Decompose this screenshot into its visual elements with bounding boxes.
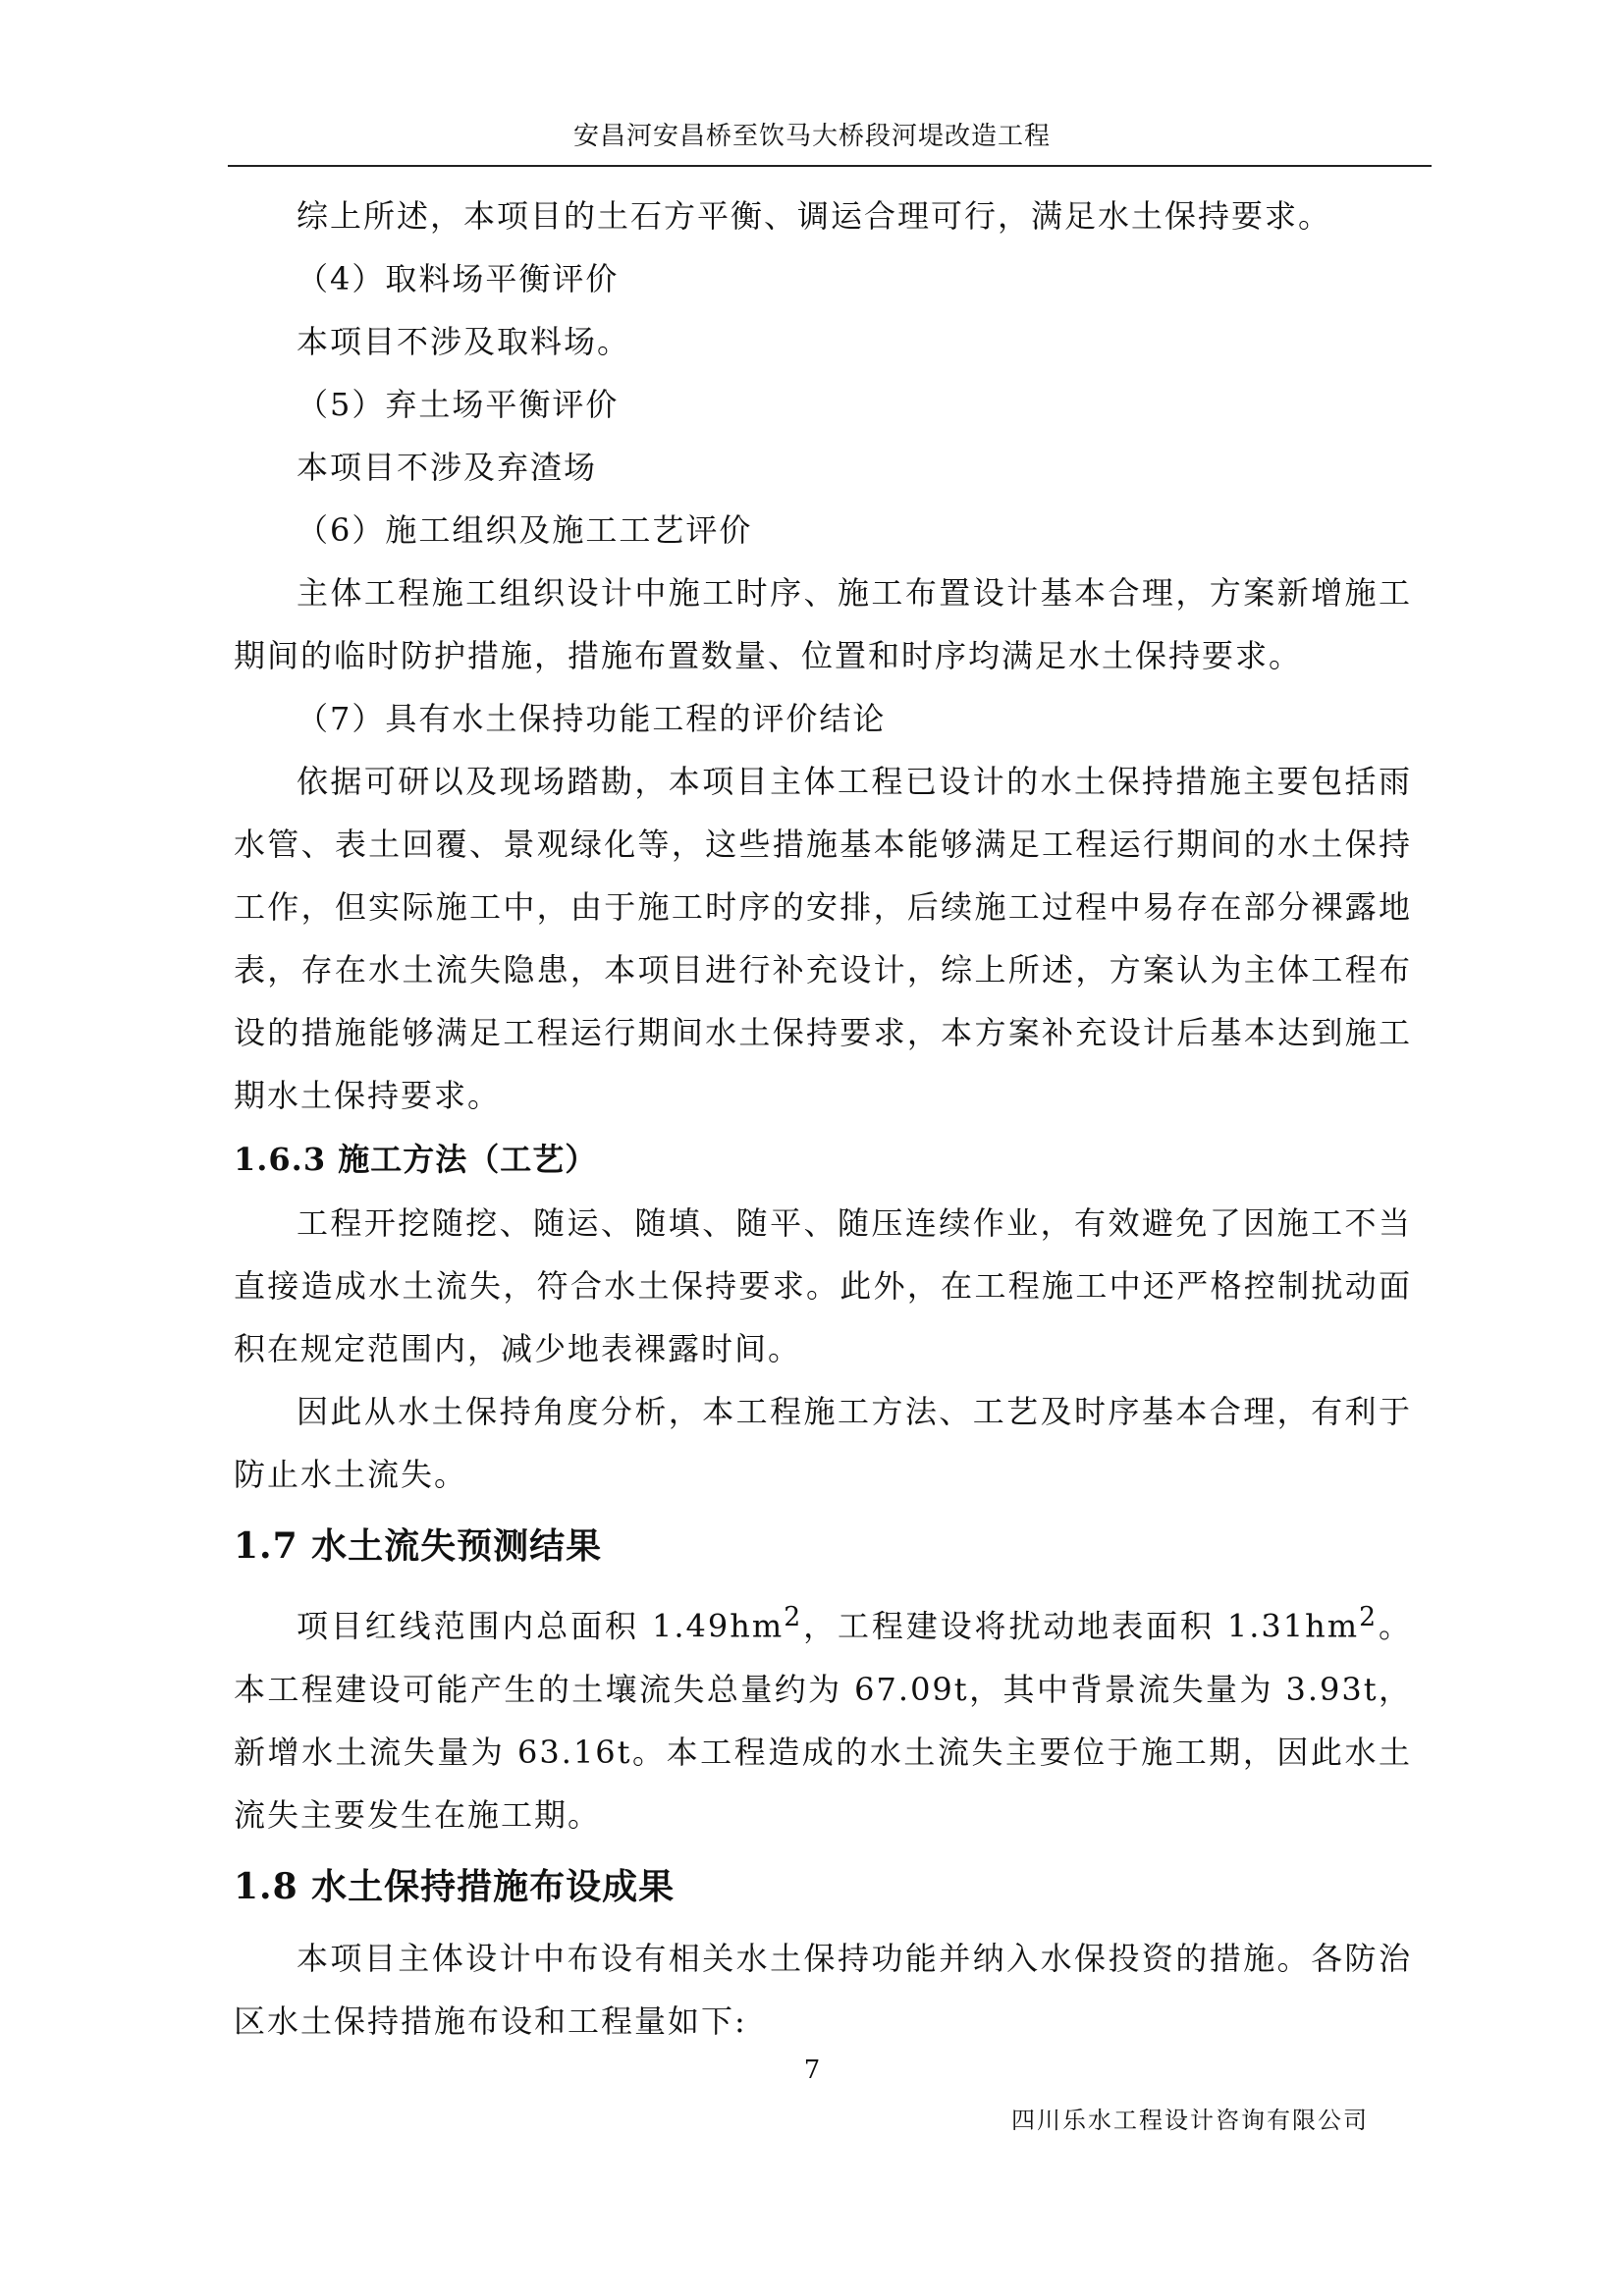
prediction-text-a: 项目红线范围内总面积 1.49hm (297, 1607, 785, 1645)
paragraph-summary: 综上所述，本项目的土石方平衡、调运合理可行，满足水土保持要求。 (297, 197, 1332, 235)
paragraph-construction-analysis: 因此从水土保持角度分析，本工程施工方法、工艺及时序基本合理，有利于防止水土流失。 (234, 1393, 1412, 1493)
paragraph-spoil-area: 本项目不涉及弃渣场 (297, 449, 598, 486)
header-divider (228, 165, 1432, 167)
item-borrow-area-evaluation: （4）取料场平衡评价 (297, 260, 620, 297)
superscript-2-a: 2 (784, 1602, 803, 1632)
paragraph-measures-layout: 本项目主体设计中布设有相关水土保持功能并纳入水保投资的措施。各防治区水土保持措施布设和工程量如下: (234, 1939, 1412, 2040)
paragraph-construction-method: 工程开挖随挖、随运、随填、随平、随压连续作业，有效避免了因施工不当直接造成水土流失，符合水土保持要求。此外，在工程施工中还严格控制扰动面积在规定范围内，减少地表裸露时间。 (234, 1204, 1412, 1367)
running-header-title: 安昌河安昌桥至饮马大桥段河堤改造工程 (572, 122, 1051, 151)
paragraph-evaluation-conclusion: 依据可研以及现场踏勘，本项目主体工程已设计的水土保持措施主要包括雨水管、表土回覆、景观绿化等，这些措施基本能够满足工程运行期间的水土保持工作，但实际施工中，由于施工时序的安排，后续施工过程中易存在部分裸露地表，存在水土流失隐患，本项目进行补充设计，综上所述，方案认为主体工程布设的措施能够满足工程运行期间水土保持要求，本方案补充设计后基本达到施工期水土保持要求。 (234, 763, 1412, 1114)
heading-1-7: 1.7 水土流失预测结果 (234, 1525, 603, 1567)
prediction-text-c: 。本工程建设可能产生的土壤流失总量约为 67.09t，其中背景流失量为 3.93t，新增水土流失量为 63.16t。本工程造成的水土流失主要位于施工期，因此水土流失主要发生在施工期。 (234, 1607, 1412, 1834)
paragraph-construction-organization: 主体工程施工组织设计中施工时序、施工布置设计基本合理，方案新增施工期间的临时防护措施，措施布置数量、位置和时序均满足水土保持要求。 (234, 574, 1412, 674)
prediction-text-b: ，工程建设将扰动地表面积 1.31hm (802, 1607, 1360, 1645)
footer-company: 四川乐水工程设计咨询有限公司 (1011, 2107, 1369, 2134)
paragraph-borrow-area: 本项目不涉及取料场。 (297, 323, 631, 360)
item-evaluation-conclusion: （7）具有水土保持功能工程的评价结论 (297, 700, 887, 737)
heading-1-6-3: 1.6.3 施工方法（工艺） (234, 1141, 598, 1178)
heading-1-8: 1.8 水土保持措施布设成果 (234, 1865, 676, 1907)
superscript-2-b: 2 (1359, 1602, 1379, 1632)
page-number: 7 (803, 2056, 821, 2085)
paragraph-erosion-prediction (234, 1586, 1412, 1846)
item-spoil-area-evaluation: （5）弃土场平衡评价 (297, 386, 620, 423)
item-construction-organization: （6）施工组织及施工工艺评价 (297, 511, 753, 549)
page-body (234, 185, 1412, 2053)
